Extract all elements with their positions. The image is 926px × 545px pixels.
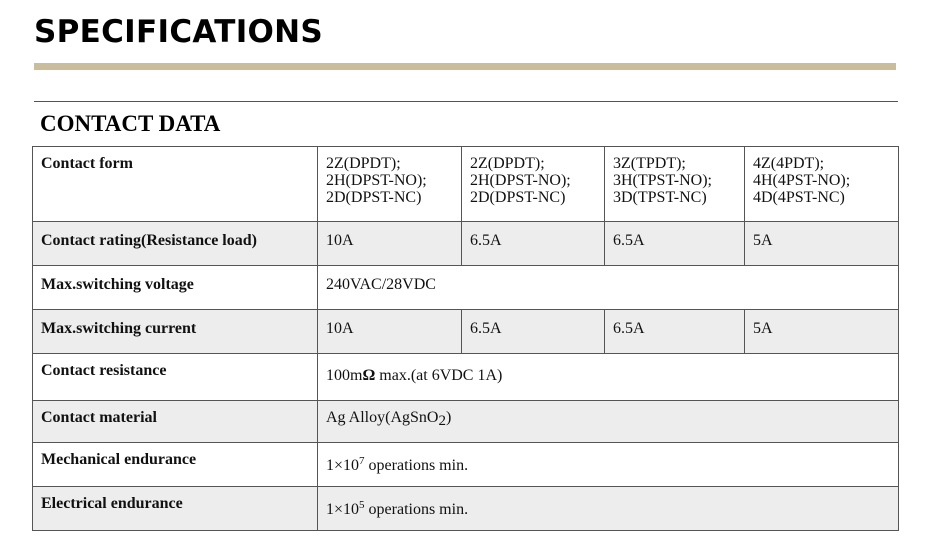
contact-form-line: 3H(TPST-NO); <box>613 172 712 189</box>
contact-data-table <box>32 146 899 531</box>
contact-form-line: 2Z(DPDT); <box>326 155 401 172</box>
contact-rating-value: 10A <box>318 222 462 266</box>
endurance-text: operations min. <box>364 501 469 518</box>
mechanical-endurance-value <box>318 443 899 487</box>
endurance-base: 1×10 <box>326 457 360 474</box>
title-underline <box>34 63 896 70</box>
row-label-contact-resistance: Contact resistance <box>33 354 318 401</box>
row-label-contact-form: Contact form <box>33 147 318 222</box>
contact-rating-value: 6.5A <box>605 222 745 266</box>
contact-rating-value: 6.5A <box>462 222 605 266</box>
contact-form-line: 2H(DPST-NO); <box>470 172 571 189</box>
contact-rating-value: 5A <box>745 222 899 266</box>
endurance-base: 1×10 <box>326 501 360 518</box>
endurance-exponent: 5 <box>359 499 365 511</box>
page-title: SPECIFICATIONS <box>34 14 324 50</box>
table-row <box>33 222 899 266</box>
contact-resistance-value <box>318 354 899 401</box>
table-row <box>33 487 899 531</box>
material-text: Ag Alloy(AgSnO <box>326 409 439 426</box>
contact-form-cell <box>605 147 745 222</box>
endurance-text: operations min. <box>364 457 469 474</box>
max-current-value: 10A <box>318 310 462 354</box>
table-row <box>33 354 899 401</box>
table-row <box>33 266 899 310</box>
row-label-contact-material: Contact material <box>33 401 318 443</box>
row-label-max-voltage: Max.switching voltage <box>33 266 318 310</box>
table-row <box>33 443 899 487</box>
section-divider <box>34 101 898 102</box>
row-label-contact-rating: Contact rating(Resistance load) <box>33 222 318 266</box>
max-current-value: 6.5A <box>605 310 745 354</box>
contact-form-cell <box>318 147 462 222</box>
contact-form-line: 4H(4PST-NO); <box>753 172 851 189</box>
contact-form-line: 4Z(4PDT); <box>753 155 825 172</box>
contact-form-line: 2D(DPST-NC) <box>326 189 422 206</box>
contact-form-line: 3D(TPST-NC) <box>613 189 707 206</box>
contact-form-line: 2D(DPST-NC) <box>470 189 566 206</box>
endurance-exponent: 7 <box>359 455 365 467</box>
row-label-electrical-endurance: Electrical endurance <box>33 487 318 531</box>
table-row <box>33 310 899 354</box>
contact-form-line: 2H(DPST-NO); <box>326 172 427 189</box>
max-current-value: 6.5A <box>462 310 605 354</box>
material-subscript: 2 <box>438 413 446 429</box>
electrical-endurance-value <box>318 487 899 531</box>
contact-form-cell <box>745 147 899 222</box>
contact-form-line: 4D(4PST-NC) <box>753 189 845 206</box>
resistance-number: 100m <box>326 367 363 384</box>
table-row <box>33 401 899 443</box>
row-label-mechanical-endurance: Mechanical endurance <box>33 443 318 487</box>
table-row <box>33 147 899 222</box>
max-voltage-value: 240VAC/28VDC <box>318 266 899 310</box>
contact-form-line: 3Z(TPDT); <box>613 155 686 172</box>
contact-material-value <box>318 401 899 443</box>
section-title: CONTACT DATA <box>40 111 221 136</box>
contact-form-cell <box>462 147 605 222</box>
max-current-value: 5A <box>745 310 899 354</box>
row-label-max-current: Max.switching current <box>33 310 318 354</box>
resistance-condition: max.(at 6VDC 1A) <box>375 367 503 384</box>
ohm-symbol: Ω <box>362 367 376 384</box>
contact-form-line: 2Z(DPDT); <box>470 155 545 172</box>
material-close: ) <box>445 409 452 426</box>
